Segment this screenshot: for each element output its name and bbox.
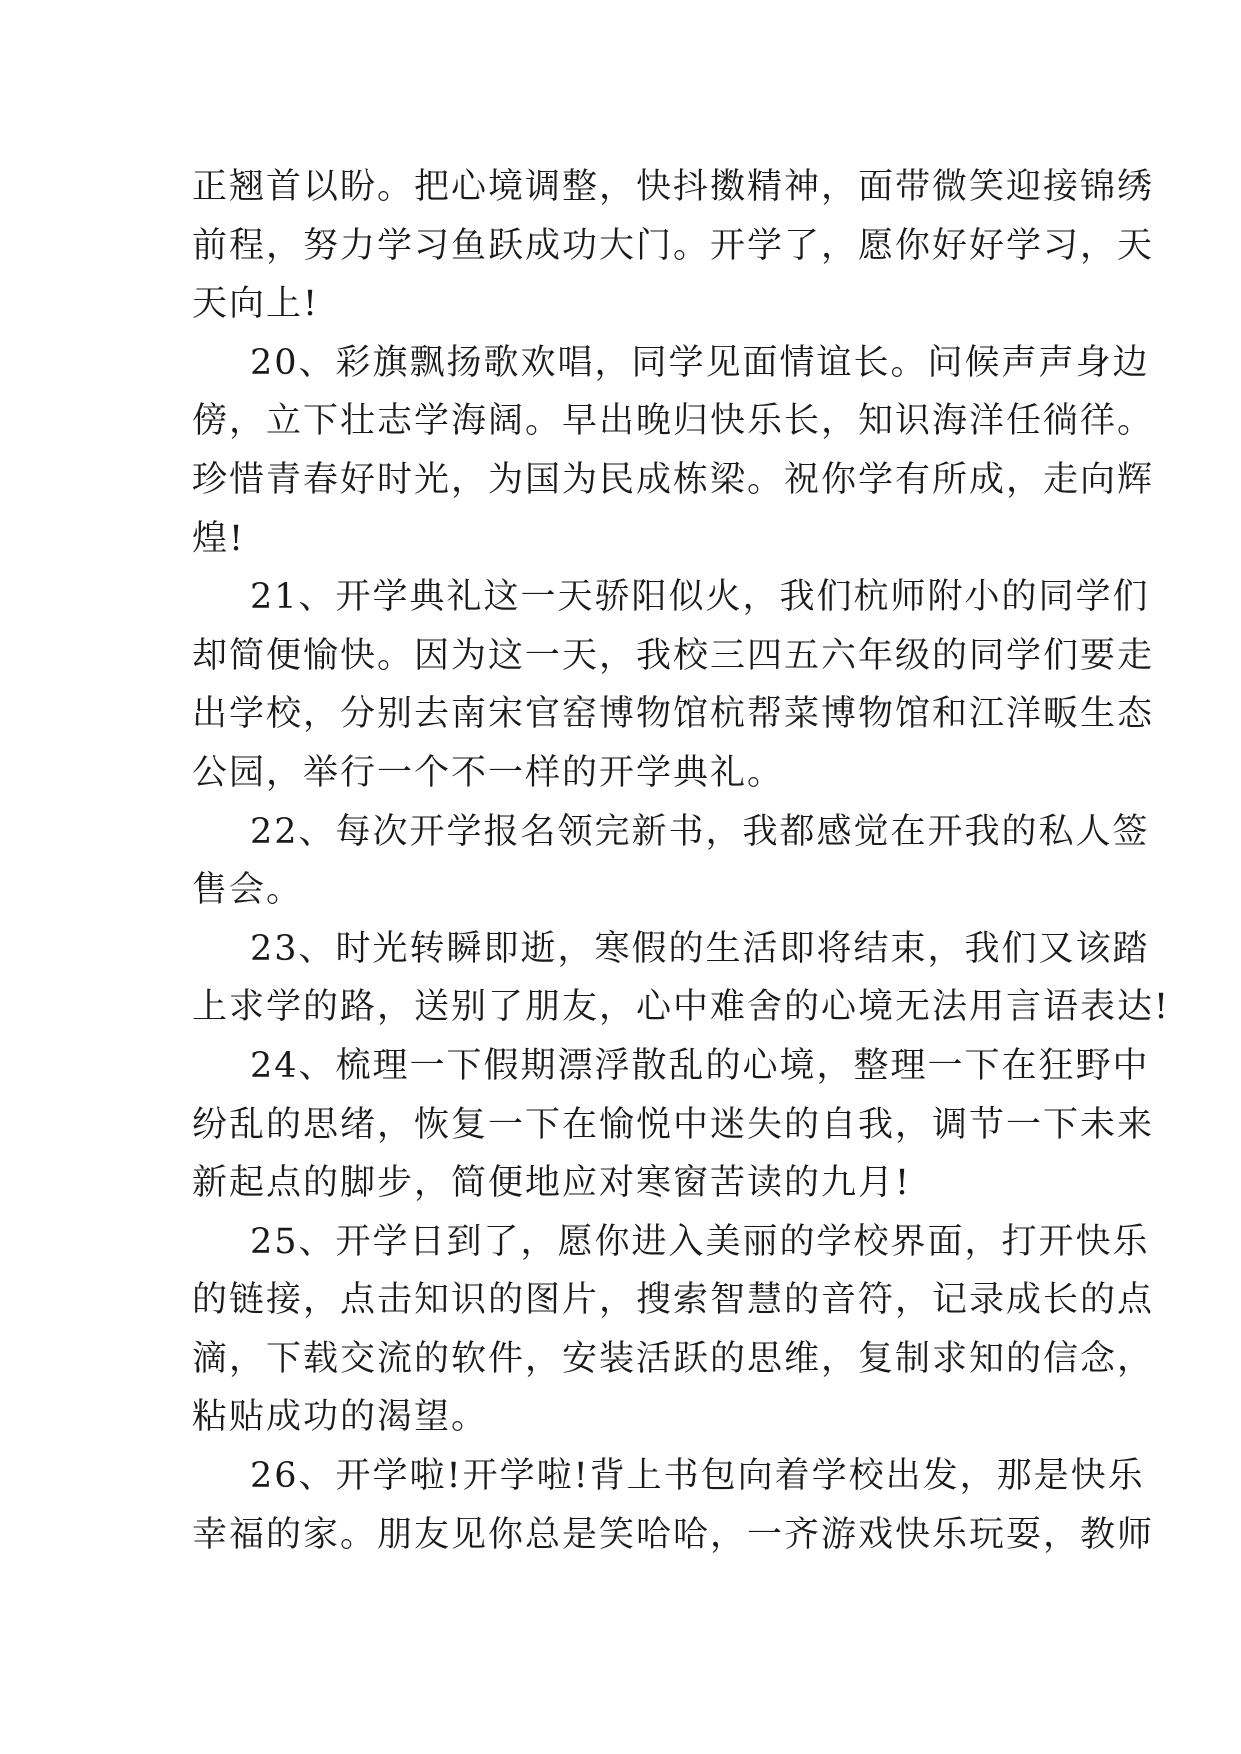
text-line: 粘贴成功的渴望。 [192,1397,489,1438]
text-line: 幸福的家。朋友见你总是笑哈哈，一齐游戏快乐玩耍，教师 [192,1514,1155,1555]
paragraph-start-line: 20、彩旗飘扬歌欢唱，同学见面情谊长。问候声声身边 [250,342,1150,383]
text-line: 出学校，分别去南宋官窑博物馆杭帮菜博物馆和江洋畈生态 [192,694,1155,735]
paragraph-start-line: 23、时光转瞬即逝，寒假的生活即将结束，我们又该踏 [250,928,1150,969]
text-line: 煌! [192,518,246,559]
paragraph-start-line: 25、开学日到了，愿你进入美丽的学校界面，打开快乐 [250,1221,1150,1262]
text-line: 滴，下载交流的软件，安装活跃的思维，复制求知的信念， [192,1338,1155,1379]
text-line: 却简便愉快。因为这一天，我校三四五六年级的同学们要走 [192,635,1155,676]
text-line: 售会。 [192,870,304,911]
text-line: 珍惜青春好时光，为国为民成栋梁。祝你学有所成，走向辉 [192,459,1155,500]
paragraph-start-line: 26、开学啦!开学啦!背上书包向着学校出发，那是快乐 [250,1456,1145,1497]
text-line: 前程，努力学习鱼跃成功大门。开学了，愿你好好学习，天 [192,225,1155,266]
text-line: 纷乱的思绪，恢复一下在愉悦中迷失的自我，调节一下未来 [192,1104,1155,1145]
text-line: 新起点的脚步，简便地应对寒窗苦读的九月! [192,1163,912,1204]
text-line: 上求学的路，送别了朋友，心中难舍的心境无法用言语表达! [192,987,1171,1028]
paragraph-start-line: 22、每次开学报名领完新书，我都感觉在开我的私人签 [250,811,1150,852]
text-line: 傍，立下壮志学海阔。早出晚归快乐长，知识海洋任徜徉。 [192,401,1155,442]
document-body [192,158,1171,1564]
text-line: 的链接，点击知识的图片，搜索智慧的音符，记录成长的点 [192,1280,1155,1321]
paragraph-start-line: 21、开学典礼这一天骄阳似火，我们杭师附小的同学们 [250,577,1150,618]
text-line: 天向上! [192,284,320,325]
paragraph-start-line: 24、梳理一下假期漂浮散乱的心境，整理一下在狂野中 [250,1045,1150,1086]
text-line: 公园，举行一个不一样的开学典礼。 [192,752,785,793]
text-line: 正翘首以盼。把心境调整，快抖擞精神，面带微笑迎接锦绣 [192,167,1155,207]
